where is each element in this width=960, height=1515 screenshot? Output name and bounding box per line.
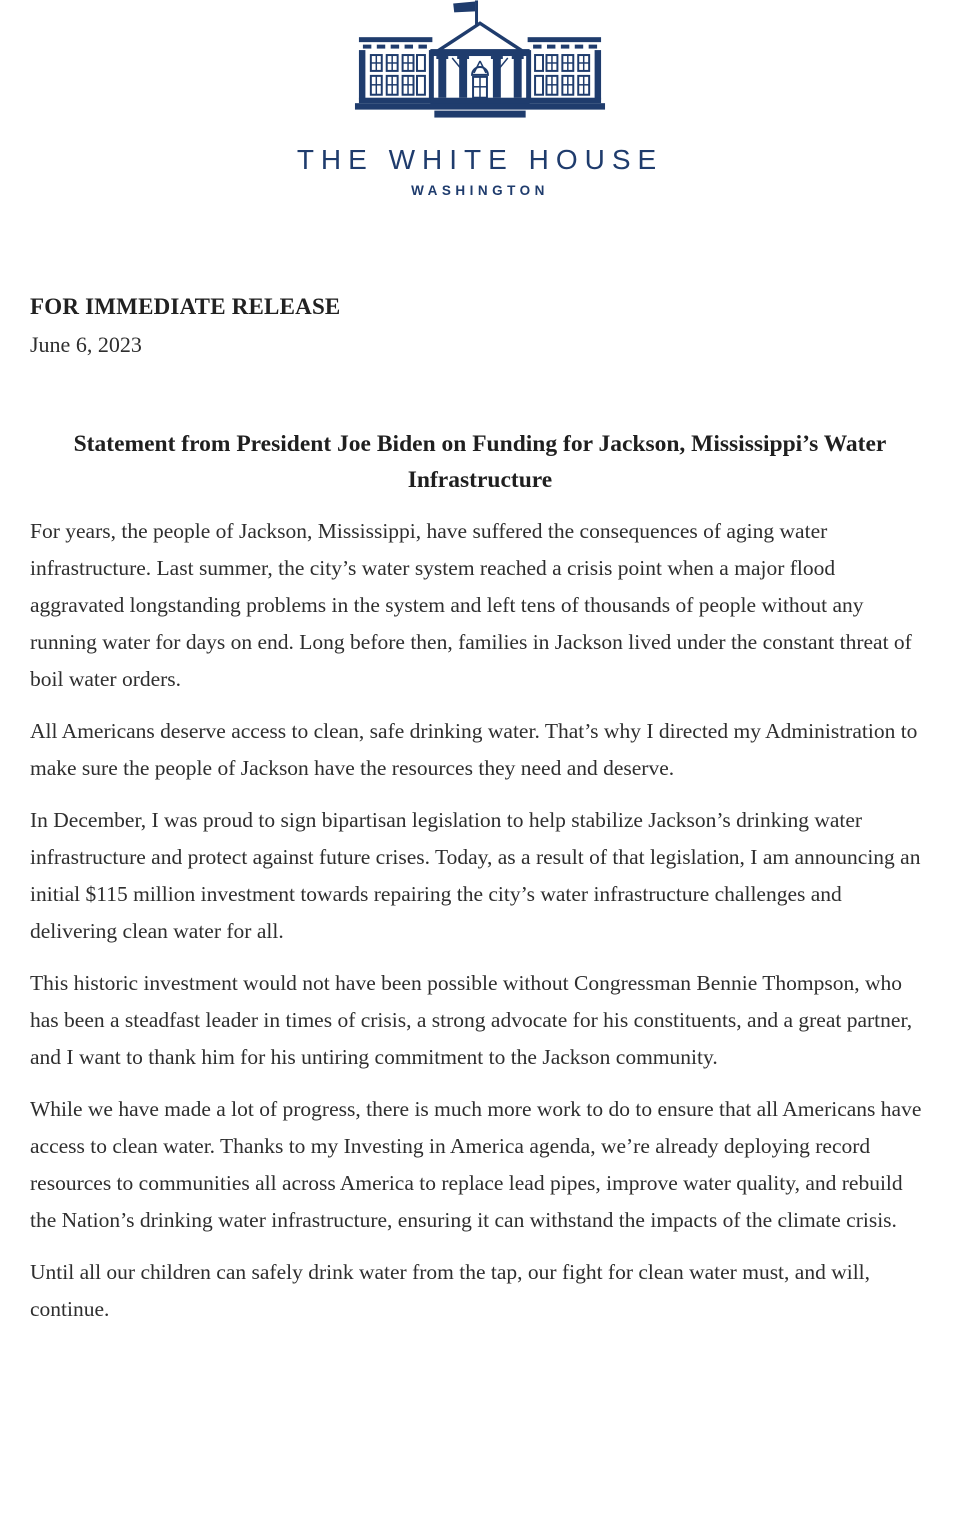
paragraph-6: Until all our children can safely drink water from the tap, our fight for clean water must, and will, continue. — [30, 1259, 871, 1321]
right-wing — [526, 50, 601, 103]
masthead — [30, 0, 930, 198]
release-label: FOR IMMEDIATE RELEASE — [30, 294, 341, 319]
paragraph-1: For years, the people of Jackson, Mississippi, have suffered the consequences of aging water infrastructure. Last summer, the city’s water system reached a crisis point when a major flood aggravated longstanding problems in the system and left tens of thousands of people without any running water for days on end. Long before then, families in Jackson lived under the constant threat of boil water orders. — [30, 518, 912, 691]
left-wing — [359, 50, 434, 103]
pediment — [430, 21, 529, 56]
paragraph-2: All Americans deserve access to clean, safe drinking water. That’s why I directed my Administration to make sure the people of Jackson have the resources they need and deserve. — [30, 718, 918, 780]
paragraph-4: This historic investment would not have been possible without Congressman Bennie Thompson, who has been a steadfast leader in times of crisis, a strong advocate for his constituents, and a great partner, and I want to thank him for his untiring commitment to the Jackson community. — [30, 970, 913, 1069]
portico — [430, 56, 529, 104]
release-block — [30, 294, 930, 358]
white-house-washington-label: WASHINGTON — [411, 183, 549, 198]
statement-body — [30, 513, 930, 1328]
white-house-logo — [30, 0, 930, 120]
flag-icon — [453, 0, 478, 26]
base — [355, 103, 605, 117]
paragraph-3: In December, I was proud to sign bipartisan legislation to help stabilize Jackson’s drinking water infrastructure and protect against future crises. Today, as a result of that legislation, I am announcing an initial $115 million investment towards repairing the city’s water infrastructure challenges and delivering clean water for all. — [30, 807, 921, 943]
statement-headline: Statement from President Joe Biden on Funding for Jackson, Mississippi’s Water Infrastructure — [73, 431, 887, 494]
white-house-building-icon — [351, 0, 609, 120]
right-cornice — [528, 37, 601, 48]
paragraph-5: While we have made a lot of progress, there is much more work to do to ensure that all Americans have access to clean water. Thanks to my Investing in America agenda, we’re already deploying record resources to communities all across America to replace lead pipes, improve water quality, and rebuild the Nation’s drinking water infrastructure, ensuring it can withstand the impacts of the climate crisis. — [30, 1096, 922, 1232]
release-date: June 6, 2023 — [30, 332, 142, 357]
white-house-wordmark: THE WHITE HOUSE — [296, 144, 664, 175]
left-cornice — [359, 37, 432, 48]
